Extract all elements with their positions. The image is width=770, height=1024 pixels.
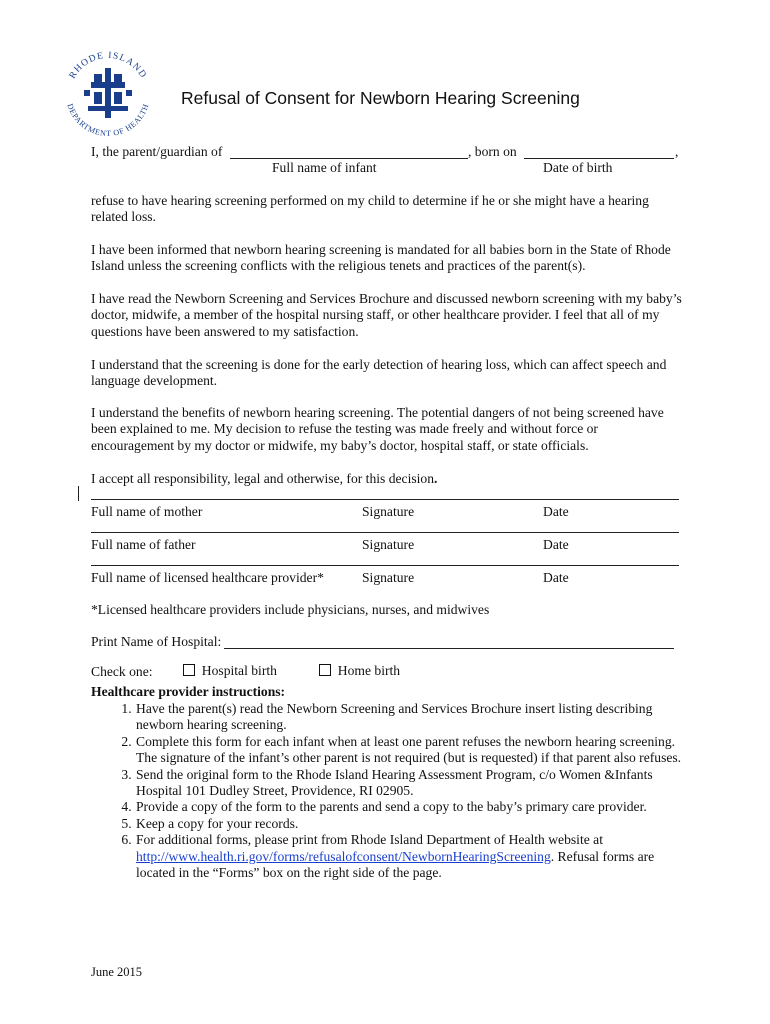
check-one-label: Check one: <box>91 664 153 679</box>
instructions-list <box>91 701 691 881</box>
instruction-item <box>135 832 691 881</box>
hospital-birth-label: Hospital birth <box>201 663 277 678</box>
accept-statement <box>91 471 681 487</box>
text-cursor <box>78 486 79 501</box>
father-date-label: Date <box>543 537 569 552</box>
home-birth-label: Home birth <box>337 663 401 678</box>
instruction-item: 3. Send the original form to the Rhode Island Hearing Assessment Program, c/o Women &Infants Hospital 101 Dudley Street, Providence, RI 02905. <box>135 767 691 800</box>
dob-caption: Date of birth <box>543 160 613 175</box>
provider-signature-label: Signature <box>362 570 415 585</box>
mother-signature-line[interactable] <box>91 499 679 500</box>
ri-department-of-health-logo <box>58 44 158 142</box>
instruction-6-suffix: . Refusal forms are located in the “Forms” box on the right side of the page. <box>136 848 655 881</box>
accept-text: I accept all responsibility, legal and otherwise, for this decision <box>91 471 435 486</box>
intro-comma: , <box>675 144 679 159</box>
hospital-label: Print Name of Hospital: <box>91 634 222 649</box>
instruction-item: 5. Keep a copy for your records. <box>135 816 691 832</box>
provider-date-label: Date <box>543 570 569 585</box>
hospital-name-line[interactable] <box>224 648 674 649</box>
home-birth-option[interactable] <box>319 663 400 679</box>
paragraph-early-detection: I understand that the screening is done for the early detection of hearing loss, which can affect speech and language development. <box>91 357 667 389</box>
paragraph-mandate: I have been informed that newborn hearing screening is mandated for all babies born in the State of Rhode Island unless the screening conflicts with the religious tenets and practices of the parent(s). <box>91 242 671 274</box>
instruction-item: 4. Provide a copy of the form to the parents and send a copy to the baby’s primary care provider. <box>135 799 691 815</box>
provider-footnote: *Licensed healthcare providers include physicians, nurses, and midwives <box>91 602 490 617</box>
instruction-item: 1. Have the parent(s) read the Newborn Screening and Services Brochure insert listing describing newborn hearing screening. <box>135 701 691 734</box>
logo-mark-icon <box>84 68 132 118</box>
intro-born-on: , born on <box>468 144 517 159</box>
infant-name-line[interactable] <box>230 158 468 159</box>
instructions-heading: Healthcare provider instructions: <box>91 684 286 699</box>
father-signature-line[interactable] <box>91 532 679 533</box>
father-name-label: Full name of father <box>91 537 196 552</box>
newborn-hearing-screening-link[interactable]: http://www.health.ri.gov/forms/refusalofconsent/NewbornHearingScreening <box>136 848 551 864</box>
instruction-item: 2. Complete this form for each infant when at least one parent refuses the newborn hearing screening. The signature of the infant’s other parent is not required (but is requested) if that parent also refuses. <box>135 734 691 767</box>
mother-signature-label: Signature <box>362 504 415 519</box>
home-birth-checkbox[interactable] <box>319 664 331 676</box>
footer-date: June 2015 <box>91 965 143 979</box>
logo-text-bottom: DEPARTMENT OF HEALTH <box>65 102 151 139</box>
provider-signature-line[interactable] <box>91 565 679 566</box>
hospital-birth-option[interactable] <box>183 663 277 679</box>
instruction-6-prefix: For additional forms, please print from Rhode Island Department of Health website at <box>136 832 603 848</box>
mother-name-label: Full name of mother <box>91 504 203 519</box>
paragraph-refuse: refuse to have hearing screening performed on my child to determine if he or she might have a hearing related loss. <box>91 193 649 225</box>
date-of-birth-line[interactable] <box>524 158 674 159</box>
provider-name-label: Full name of licensed healthcare provider* <box>91 570 324 585</box>
accept-period: . <box>434 471 438 486</box>
mother-date-label: Date <box>543 504 569 519</box>
paragraph-benefits: I understand the benefits of newborn hearing screening. The potential dangers of not being screened have been explained to me. My decision to refuse the testing was made freely and without force or encouragement by my doctor or midwife, my baby’s doctor, hospital staff, or state officials. <box>91 405 664 453</box>
paragraph-brochure: I have read the Newborn Screening and Services Brochure and discussed newborn screening with my baby’s doctor, midwife, a member of the hospital nursing staff, or other healthcare provider. I feel that all of my questions have been answered to my satisfaction. <box>91 291 682 339</box>
father-signature-label: Signature <box>362 537 415 552</box>
intro-prefix: I, the parent/guardian of <box>91 144 223 159</box>
hospital-birth-checkbox[interactable] <box>183 664 195 676</box>
logo-text-top: RHODE ISLAND <box>67 50 149 81</box>
infant-name-caption: Full name of infant <box>272 160 377 175</box>
form-title: Refusal of Consent for Newborn Hearing Screening <box>181 88 580 108</box>
